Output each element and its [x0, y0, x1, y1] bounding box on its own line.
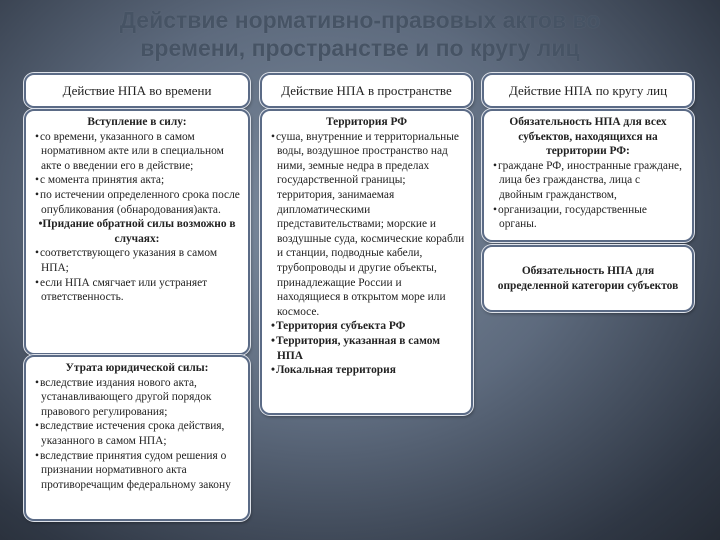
time-entry-item: • по истечении определенного срока после опубликования (обнародования)акта.: [32, 188, 242, 217]
space-heading: Территория РФ: [325, 116, 408, 128]
space-bold-item: • Территория, указанная в самом НПА: [268, 334, 465, 363]
time-entry-heading: Вступление в силу:: [87, 116, 187, 128]
header-persons-label: Действие НПА по кругу лиц: [508, 82, 668, 98]
time-loss-item: • вследствие издания нового акта, устанавливающего другой порядок правового регулирования;: [32, 376, 242, 420]
persons-category-heading: Обязательность НПА для определенной категории субъектов: [497, 264, 679, 292]
time-loss-item: • вследствие истечения срока действия, указанного в самом НПА;: [32, 419, 242, 448]
header-time: [24, 73, 250, 108]
page-title: [0, 6, 720, 62]
time-entry-item: • со времени, указанного в самом нормативном акте или в специальном акте о введении его в действие;: [32, 130, 242, 174]
time-entry-item: • с момента принятия акта;: [32, 173, 242, 188]
persons-all-heading: Обязательность НПА для всех субъектов, находящихся на территории РФ:: [509, 116, 667, 158]
header-persons: [482, 73, 694, 108]
time-retro-heading: •Придание обратной силы возможно в случаях:: [38, 218, 236, 245]
persons-all-item: • организации, государственные органы.: [490, 203, 686, 232]
time-retro-item: • соответствующего указания в самом НПА;: [32, 246, 242, 275]
space-item: • суша, внутренние и территориальные воды, воздушное пространство над ними, земные недра в пределах государственной границы; территория, занимаемая дипломатическими представительствами; морские и воздушные суда, космические корабли и станции, подводные кабели, трубопроводы и другие объекты, принадлежащие России и находящиеся в открытом море или космосе.: [268, 130, 465, 320]
time-loss-heading: Утрата юридической силы:: [65, 362, 209, 374]
time-retro-item: • если НПА смягчает или устраняет ответственность.: [32, 276, 242, 305]
time-entry-box: [24, 109, 250, 355]
header-time-label: Действие НПА во времени: [62, 82, 212, 98]
space-bold-item: • Территория субъекта РФ: [268, 319, 465, 334]
title-line-2: времени, пространстве и по кругу лиц: [140, 35, 580, 61]
space-bold-item: • Локальная территория: [268, 363, 465, 378]
header-space: [260, 73, 473, 108]
space-box: [260, 109, 473, 415]
title-line-1: Действие нормативно-правовых актов во: [119, 7, 601, 33]
persons-all-item: • граждане РФ, иностранные граждане, лица без гражданства, лица с двойным гражданством,: [490, 159, 686, 203]
time-loss-box: [24, 355, 250, 521]
header-space-label: Действие НПА в пространстве: [281, 82, 452, 98]
persons-category-box: [482, 245, 694, 312]
time-loss-item: • вследствие принятия судом решения о признании нормативного акта противоречащим федеральному закону: [32, 449, 242, 493]
persons-all-box: [482, 109, 694, 242]
